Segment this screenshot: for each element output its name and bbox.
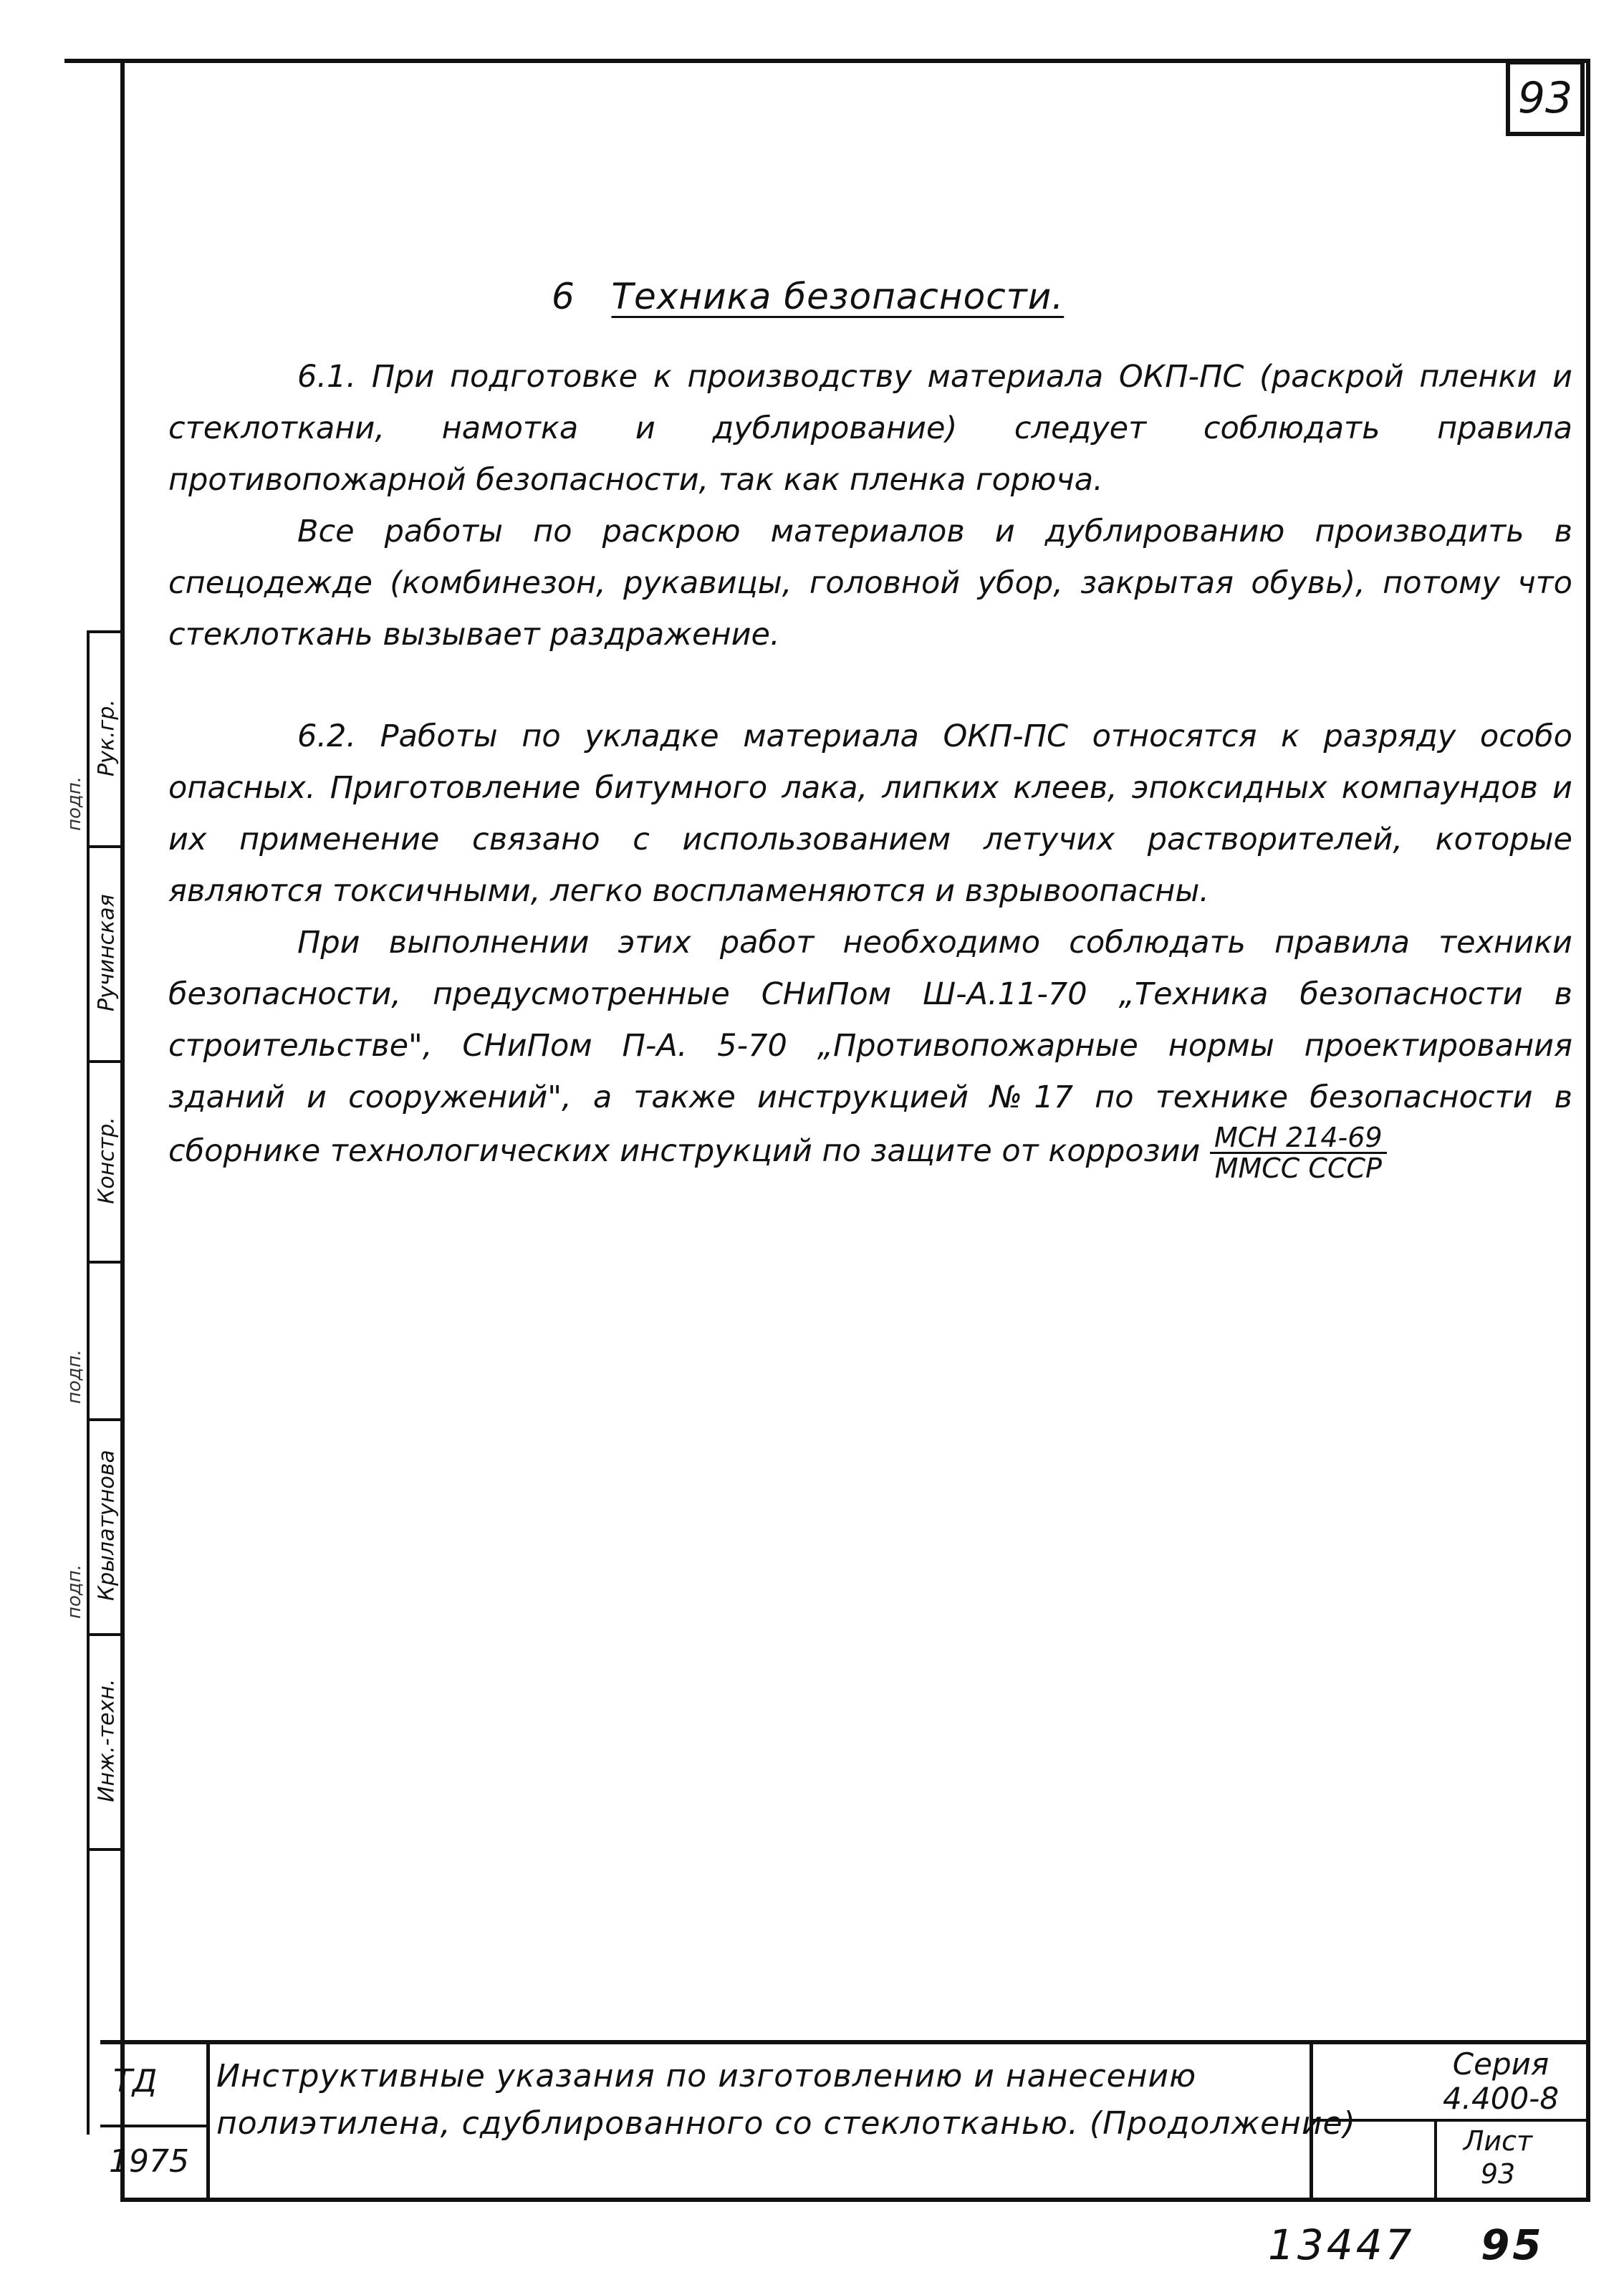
tb-series [1418, 2047, 1583, 2116]
page-number: 93 [1517, 73, 1573, 123]
document-body [168, 351, 1572, 1183]
tb-divider [206, 2044, 210, 2202]
tb-code: ТД [113, 2063, 158, 2099]
stamp-cell [90, 1848, 121, 2063]
archive-number: 13447 [1268, 2221, 1415, 2269]
stamp-cell [90, 1261, 121, 1418]
stamp-label-role: Рук.гр. [94, 699, 120, 776]
stamp-label-role: Констр. [94, 1117, 120, 1204]
tb-sheet-value: 93 [1480, 2158, 1516, 2190]
paragraph-6-1-workwear: Все работы по раскрою материалов и дублированию производить в спецодежде (комбинезон, рукавицы, головной убор, закрытая обувь), потому что стеклоткань вызывает раздражение. [168, 514, 1572, 653]
tb-year: 1975 [109, 2143, 189, 2180]
tb-sheet [1444, 2125, 1552, 2190]
tb-series-label: Серия [1452, 2046, 1549, 2082]
stamp-label-name: Ручинская [94, 894, 120, 1011]
tb-divider [100, 2125, 206, 2127]
section-heading [552, 276, 1064, 317]
tb-description: Инструктивные указания по изготовлению и нанесению полиэтилена, сдублированного со стеклотканью. (Продолжение) [216, 2058, 1356, 2142]
section-number: 6 [552, 276, 575, 317]
footer-page: 95 [1480, 2221, 1544, 2269]
fraction-numerator: МСН 214-69 [1210, 1123, 1387, 1154]
footer-numbers [1268, 2221, 1544, 2269]
paragraph-6-2-rules [168, 917, 1572, 1183]
signature-3: подп. [64, 1564, 85, 1619]
tb-divider [1434, 2119, 1437, 2202]
section-title: Техника безопасности. [611, 276, 1065, 317]
paragraph-6-2-rules-text: При выполнении этих работ необходимо соблюдать правила техники безопасности, предусмотренные СНиПом Ш-А.11-70 „Техника безопасности в строительстве", СНиПом П-А. 5-70 „Противопожарные нормы проектирования зданий и сооружений", а также инструкцией №17 по технике безопасности в сборнике технологических инструкций по защите от коррозии [168, 925, 1572, 1169]
stamp-label-name: Крылатунова [94, 1450, 120, 1602]
paragraph-6-1: 6.1. При подготовке к производству материала ОКП-ПС (раскрой пленки и стеклоткани, намотка и дублирование) следует соблюдать правила противопожарной безопасности, так как пленка горюча. [168, 359, 1572, 498]
signature-1: подп. [64, 776, 85, 831]
reference-fraction [1210, 1123, 1387, 1183]
margin-stamp [61, 630, 122, 2206]
stamp-label-role: Инж.-техн. [94, 1678, 120, 1803]
tb-series-value: 4.400-8 [1442, 2081, 1560, 2116]
signature-2: подп. [64, 1349, 85, 1404]
paragraph-6-2: 6.2. Работы по укладке материала ОКП-ПС относятся к разряду особо опасных. Приготовление битумного лака, липких клеев, эпоксидных компаундов и их применение связано с использованием летучих растворителей, которые являются токсичными, легко воспламеняются и взрывоопасны. [168, 718, 1572, 909]
page-number-box [1506, 60, 1585, 136]
fraction-denominator: ММСС СССР [1214, 1153, 1382, 1184]
frame-top-border [64, 59, 1590, 63]
frame-right-border [1586, 59, 1590, 2200]
title-block [100, 2040, 1590, 2202]
tb-sheet-label: Лист [1463, 2125, 1533, 2157]
